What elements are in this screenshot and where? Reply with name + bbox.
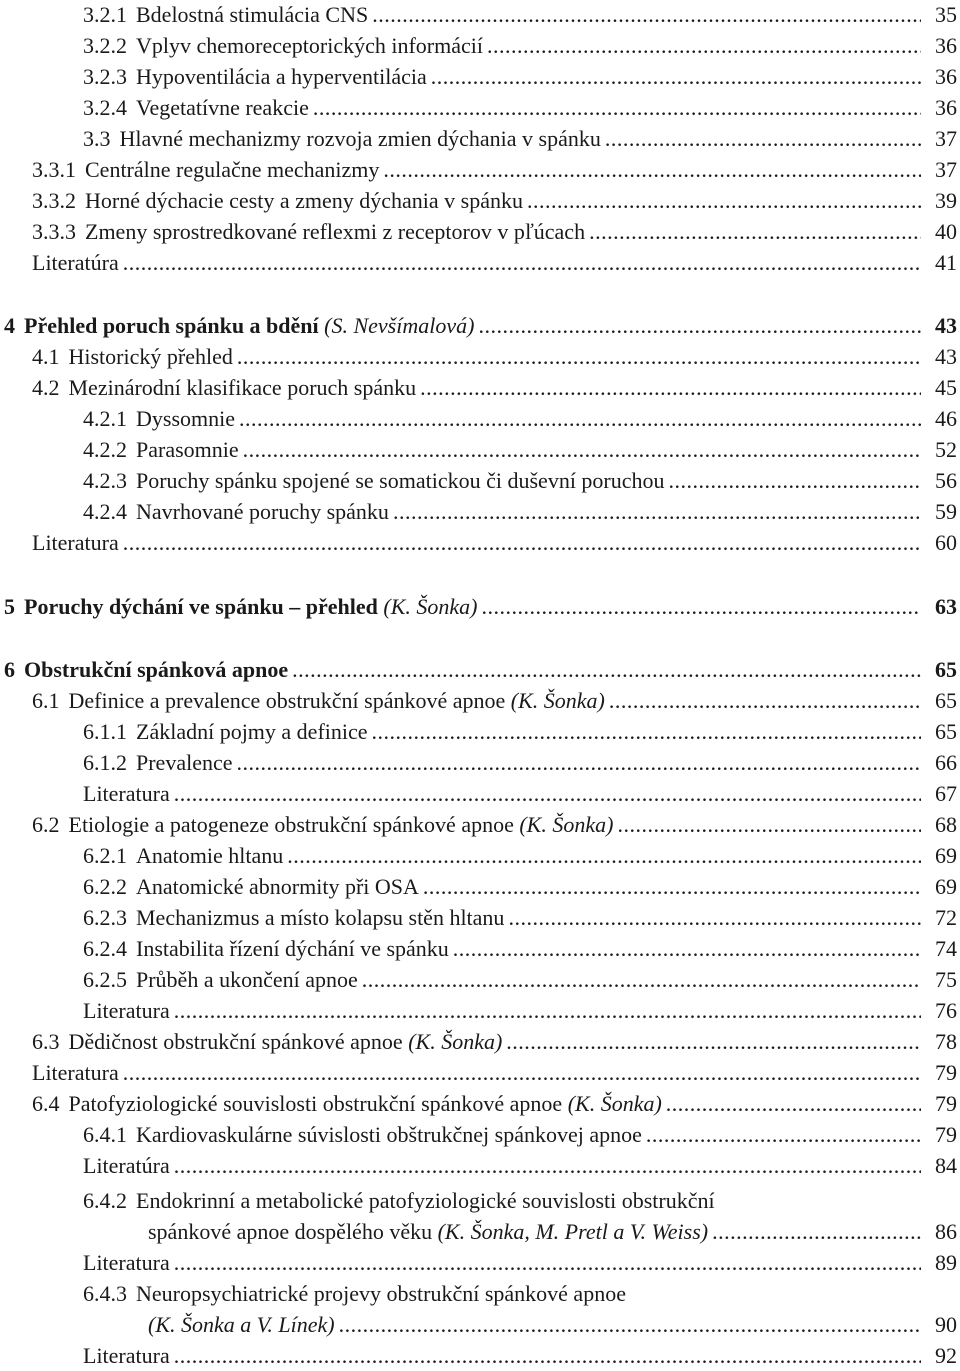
toc-entry (0, 1185, 960, 1216)
toc-entry-title: Literatura (32, 530, 119, 555)
toc-entry-text (83, 840, 283, 871)
toc-entry (0, 964, 960, 995)
toc-entry-title: Hypoventilácia a hyperventilácia (136, 64, 427, 89)
toc-entry-text (32, 527, 119, 558)
dot-leader (617, 809, 921, 840)
toc-entry-text (32, 216, 585, 247)
dot-leader (237, 747, 922, 778)
toc-entry-page: 92 (935, 1343, 957, 1368)
toc-entry-text (32, 1057, 119, 1088)
toc-entry (0, 778, 960, 809)
toc-entry-text (32, 247, 119, 278)
toc-entry-text (83, 933, 449, 964)
toc-entry-title: Anatomie hltanu (136, 843, 284, 868)
toc-entry-text (83, 1185, 715, 1216)
toc-entry-text (83, 716, 368, 747)
dot-leader (669, 465, 921, 496)
toc-entry-number: 6.2.2 (83, 874, 127, 899)
toc-entry-title: Vplyv chemoreceptorických informácií (136, 33, 483, 58)
dot-leader (605, 123, 921, 154)
toc-entry-number: 4.1 (32, 344, 60, 369)
toc-entry-text (83, 995, 170, 1026)
toc-entry-page: 79 (935, 1060, 957, 1085)
toc-entry-page: 89 (935, 1250, 957, 1275)
toc-entry (0, 0, 960, 30)
toc-entry-number: 6 (4, 657, 15, 682)
toc-entry-title: Literatura (83, 1343, 170, 1368)
toc-entry (0, 30, 960, 61)
toc-entry-page: 40 (935, 219, 957, 244)
toc-entry-title: Patofyziologické souvislosti obstrukční spánkové apnoe (68, 1091, 563, 1116)
toc-entry-text (83, 747, 233, 778)
toc-entry (0, 591, 960, 622)
toc-entry-author: (K. Šonka) (377, 594, 478, 619)
toc-entry-number: 6.4 (32, 1091, 60, 1116)
toc-entry (0, 465, 960, 496)
toc-entry (0, 809, 960, 840)
toc-entry (0, 1216, 960, 1247)
toc-entry (0, 527, 960, 558)
toc-entry-number: 6.1 (32, 688, 60, 713)
toc-entry (0, 154, 960, 185)
toc-entry (0, 496, 960, 527)
toc-entry-title: Literatura (83, 998, 170, 1023)
toc-entry-title: Historický přehled (68, 344, 233, 369)
dot-leader (123, 1057, 921, 1088)
dot-leader (420, 372, 921, 403)
toc-entry-page: 41 (935, 250, 957, 275)
toc-entry-title: Průběh a ukončení apnoe (136, 967, 358, 992)
toc-entry-page: 43 (935, 344, 957, 369)
toc-entry-page: 39 (935, 188, 957, 213)
toc-entry-text (83, 871, 419, 902)
toc-entry-page: 79 (935, 1091, 957, 1116)
toc-entry-page: 65 (935, 719, 957, 744)
toc-entry-title: Základní pojmy a definice (136, 719, 368, 744)
dot-leader (712, 1216, 921, 1247)
toc-entry (0, 902, 960, 933)
toc-entry (0, 1278, 960, 1309)
dot-leader (482, 591, 922, 622)
toc-entry (0, 995, 960, 1026)
toc-entry-page: 43 (935, 313, 957, 338)
toc-entry-number: 4.2 (32, 375, 60, 400)
toc-entry-number: 4.2.1 (83, 406, 127, 431)
dot-leader (508, 902, 921, 933)
toc-entry-page: 90 (935, 1312, 957, 1337)
toc-entry-text (148, 1216, 708, 1247)
toc-entry-number: 6.2.4 (83, 936, 127, 961)
toc-entry-text (83, 902, 504, 933)
toc-entry-text (32, 185, 523, 216)
toc-entry-number: 3.3.1 (32, 157, 76, 182)
toc-entry-page: 74 (935, 936, 957, 961)
toc-entry (0, 1088, 960, 1119)
toc-entry (0, 747, 960, 778)
toc-entry-number: 3.2.4 (83, 95, 127, 120)
dot-leader (506, 1026, 921, 1057)
toc-entry-text (83, 465, 665, 496)
toc-entry-author: (S. Nevšímalová) (318, 313, 475, 338)
toc-entry-author: (K. Šonka) (505, 688, 605, 713)
toc-entry-title: Literatura (32, 1060, 119, 1085)
toc-entry-text (83, 403, 235, 434)
toc-entry-text (83, 92, 309, 123)
dot-leader (243, 434, 921, 465)
toc-entry-page: 84 (935, 1153, 957, 1178)
toc-entry-page: 60 (935, 530, 957, 555)
toc-entry-text (32, 685, 605, 716)
toc-entry-text (83, 123, 601, 154)
toc-entry (0, 61, 960, 92)
toc-entry-page: 66 (935, 750, 957, 775)
toc-entry-number: 3.2.2 (83, 33, 127, 58)
toc-entry-text (32, 1026, 502, 1057)
toc-entry-text (83, 1150, 170, 1181)
dot-leader (372, 716, 921, 747)
toc-entry-page: 36 (935, 95, 957, 120)
toc-entry (0, 1119, 960, 1150)
toc-entry-number: 4.2.3 (83, 468, 127, 493)
toc-entry-text (83, 1278, 626, 1309)
toc-entry-author: (K. Šonka) (513, 812, 614, 837)
toc-entry-title: Kardiovaskulárne súvislosti obštrukčnej spánkovej apnoe (136, 1122, 642, 1147)
toc-entry-number: 6.1.1 (83, 719, 127, 744)
toc-entry-title: Poruchy spánku spojené se somatickou či duševní poruchou (136, 468, 665, 493)
toc-entry-title: Prevalence (136, 750, 233, 775)
toc-entry (0, 1309, 960, 1340)
toc-entry (0, 434, 960, 465)
toc-entry-number: 6.2.3 (83, 905, 127, 930)
toc-entry-author: (K. Šonka) (402, 1029, 503, 1054)
toc-entry (0, 1340, 960, 1371)
toc-entry (0, 123, 960, 154)
toc-entry (0, 403, 960, 434)
toc-entry (0, 185, 960, 216)
toc-entry (0, 310, 960, 341)
toc-entry-title: Literatúra (83, 1153, 170, 1178)
dot-leader (372, 0, 921, 30)
toc-entry-page: 45 (935, 375, 957, 400)
toc-entry-number: 6.4.2 (83, 1188, 127, 1213)
toc-entry-page: 65 (935, 688, 957, 713)
toc-entry-title: Přehled poruch spánku a bdění (24, 313, 319, 338)
toc-entry-number: 3.2.1 (83, 2, 127, 27)
dot-leader (666, 1088, 921, 1119)
toc-entry-text (83, 1247, 170, 1278)
toc-entry (0, 840, 960, 871)
toc-entry-page: 86 (935, 1219, 957, 1244)
toc-entry-page: 59 (935, 499, 957, 524)
toc-entry-page: 63 (935, 594, 957, 619)
toc-entry-number: 3.3.2 (32, 188, 76, 213)
toc-entry (0, 871, 960, 902)
toc-entry-text (32, 341, 233, 372)
toc-entry (0, 685, 960, 716)
dot-leader (313, 92, 921, 123)
toc-entry-number: 6.2.5 (83, 967, 127, 992)
toc-entry (0, 716, 960, 747)
toc-entry-page: 37 (935, 126, 957, 151)
toc-entry-title: Zmeny sprostredkované reflexmi z receptorov v pľúcach (85, 219, 586, 244)
toc-entry-title: Vegetatívne reakcie (136, 95, 309, 120)
toc-entry-title: Anatomické abnormity při OSA (136, 874, 419, 899)
toc-entry-number: 6.2.1 (83, 843, 127, 868)
toc-entry-title: Instabilita řízení dýchání ve spánku (136, 936, 449, 961)
toc-entry-page: 69 (935, 874, 957, 899)
dot-leader (453, 933, 921, 964)
dot-leader (423, 871, 921, 902)
toc-entry-text (32, 809, 613, 840)
toc-entry-author: (K. Šonka, M. Pretl a V. Weiss) (432, 1219, 709, 1244)
toc-entry (0, 933, 960, 964)
toc-entry-text (83, 30, 483, 61)
toc-entry-title: Hlavné mechanizmy rozvoja zmien dýchania v spánku (119, 126, 601, 151)
dot-leader (174, 1247, 921, 1278)
toc-entry (0, 216, 960, 247)
toc-entry-number: 4.2.2 (83, 437, 127, 462)
toc-entry-text (148, 1309, 335, 1340)
toc-entry-page: 67 (935, 781, 957, 806)
toc-entry-title: Literatura (83, 1250, 170, 1275)
toc-entry-title: Neuropsychiatrické projevy obstrukční spánkové apnoe (136, 1281, 626, 1306)
toc-entry-text (32, 372, 416, 403)
toc-entry-title: Horné dýchacie cesty a zmeny dýchania v spánku (85, 188, 523, 213)
toc-entry-text (83, 434, 239, 465)
toc-entry-author: (K. Šonka) (562, 1091, 662, 1116)
toc-entry-page: 37 (935, 157, 957, 182)
dot-leader (478, 310, 921, 341)
toc-entry-page: 52 (935, 437, 957, 462)
toc-entry (0, 372, 960, 403)
toc-entry-text (83, 778, 170, 809)
toc-entry-title: Dědičnost obstrukční spánkové apnoe (68, 1029, 403, 1054)
dot-leader (589, 216, 921, 247)
toc-entry-title: Literatura (83, 781, 170, 806)
toc-entry-title: Definice a prevalence obstrukční spánkové apnoe (68, 688, 506, 713)
toc-entry-number: 5 (4, 594, 15, 619)
toc-entry-text (4, 310, 474, 341)
dot-leader (239, 403, 921, 434)
dot-leader (393, 496, 921, 527)
toc-entry-title: Navrhované poruchy spánku (136, 499, 389, 524)
toc-entry-title: Mechanizmus a místo kolapsu stěn hltanu (136, 905, 505, 930)
dot-leader (123, 527, 921, 558)
toc-entry-number: 3.2.3 (83, 64, 127, 89)
dot-leader (237, 341, 921, 372)
toc-entry-title: Endokrinní a metabolické patofyziologické souvislosti obstrukční (136, 1188, 715, 1213)
toc-entry (0, 1057, 960, 1088)
toc-entry-page: 56 (935, 468, 957, 493)
toc-entry-number: 6.3 (32, 1029, 60, 1054)
toc-entry-page: 72 (935, 905, 957, 930)
toc-entry-title: Etiologie a patogeneze obstrukční spánkové apnoe (68, 812, 514, 837)
toc-entry-page: 36 (935, 33, 957, 58)
toc-entry-page: 68 (935, 812, 957, 837)
toc-entry-number: 3.3.3 (32, 219, 76, 244)
toc-entry-page: 79 (935, 1122, 957, 1147)
dot-leader (487, 30, 921, 61)
toc-entry-title: Literatúra (32, 250, 119, 275)
toc-entry-number: 3.3 (83, 126, 111, 151)
toc-entry-page: 35 (935, 2, 957, 27)
dot-leader (287, 840, 921, 871)
toc-entry-number: 6.2 (32, 812, 60, 837)
dot-leader (123, 247, 921, 278)
toc-entry-page: 78 (935, 1029, 957, 1054)
toc-entry-text (4, 591, 478, 622)
toc-entry (0, 1026, 960, 1057)
toc-entry-page: 75 (935, 967, 957, 992)
toc-entry (0, 654, 960, 685)
toc-entry-title: spánkové apnoe dospělého věku (148, 1219, 433, 1244)
toc-entry-number: 6.4.3 (83, 1281, 127, 1306)
dot-leader (174, 1340, 921, 1371)
toc-entry-text (83, 1340, 170, 1371)
toc-entry (0, 247, 960, 278)
toc-entry-number: 4 (4, 313, 15, 338)
toc-entry-title: Mezinárodní klasifikace poruch spánku (68, 375, 417, 400)
dot-leader (527, 185, 921, 216)
dot-leader (362, 964, 921, 995)
toc-entry (0, 1247, 960, 1278)
toc-entry-page: 69 (935, 843, 957, 868)
toc-entry-title: Parasomnie (136, 437, 239, 462)
toc-entry-text (83, 964, 358, 995)
dot-leader (609, 685, 921, 716)
dot-leader (174, 995, 921, 1026)
toc-entry-text (83, 1119, 642, 1150)
toc-entry-text (32, 154, 379, 185)
toc-entry-number: 4.2.4 (83, 499, 127, 524)
toc-entry-number: 6.4.1 (83, 1122, 127, 1147)
toc-entry-author: (K. Šonka a V. Línek) (148, 1312, 335, 1337)
dot-leader (339, 1309, 921, 1340)
toc-entry-number: 6.1.2 (83, 750, 127, 775)
toc-entry-title: Dyssomnie (136, 406, 235, 431)
toc-entry-text (83, 496, 389, 527)
dot-leader (174, 1150, 921, 1181)
toc-entry-page: 36 (935, 64, 957, 89)
toc-entry (0, 341, 960, 372)
toc-entry-title: Obstrukční spánková apnoe (24, 657, 289, 682)
toc-entry-page: 65 (935, 657, 957, 682)
toc-entry-page: 46 (935, 406, 957, 431)
toc-entry-title: Centrálne regulačne mechanizmy (85, 157, 380, 182)
toc-entry-title: Poruchy dýchání ve spánku – přehled (24, 594, 378, 619)
toc-entry (0, 1150, 960, 1181)
dot-leader (431, 61, 921, 92)
dot-leader (646, 1119, 921, 1150)
toc-entry-text (4, 654, 288, 685)
dot-leader (174, 778, 921, 809)
dot-leader (292, 654, 921, 685)
toc-entry-page: 76 (935, 998, 957, 1023)
toc-entry-text (83, 61, 427, 92)
toc-entry-text (83, 0, 368, 30)
dot-leader (383, 154, 921, 185)
toc-entry-title: Bdelostná stimulácia CNS (136, 2, 369, 27)
toc-entry (0, 92, 960, 123)
toc-entry-text (32, 1088, 662, 1119)
